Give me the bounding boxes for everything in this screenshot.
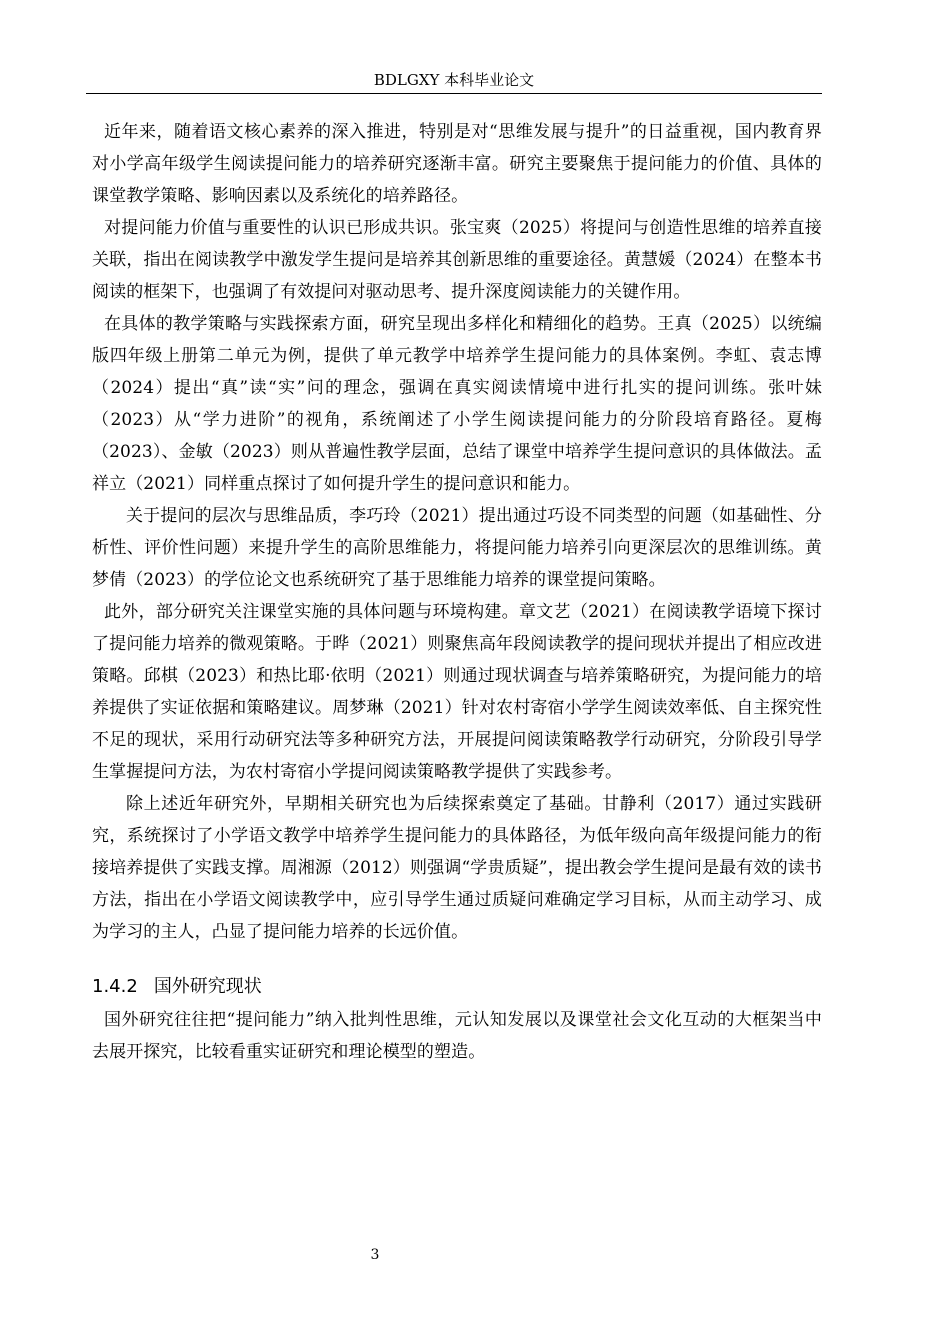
paragraph-early-research: 除上述近年研究外，早期相关研究也为后续探索奠定了基础。甘静利（2017）通过实践研究，系统探讨了小学语文教学中培养学生提问能力的具体路径，为低年级向高年级提问能力的衔接培养提供了实践支撑。周湘源（2012）则强调“学贵质疑”，提出教会学生提问是最有效的读书方法，指出在小学语文阅读教学中，应引导学生通过质疑问难确定学习目标，从而主动学习、成为学习的主人，凸显了提问能力培养的长远价值。 bbox=[92, 794, 822, 942]
paragraph-question-levels: 关于提问的层次与思维品质，李巧玲（2021）提出通过巧设不同类型的问题（如基础性、分析性、评价性问题）来提升学生的高阶思维能力，将提问能力培养引向更深层次的思维训练。黄梦倩（2023）的学位论文也系统研究了基于思维能力培养的课堂提问策略。 bbox=[92, 506, 822, 590]
paragraph-foreign-research: 国外研究往往把“提问能力”纳入批判性思维，元认知发展以及课堂社会文化互动的大框架当中去展开探究，比较看重实证研究和理论模型的塑造。 bbox=[92, 1010, 822, 1062]
paragraph-value-consensus: 对提问能力价值与重要性的认识已形成共识。张宝爽（2025）将提问与创造性思维的培养直接关联，指出在阅读教学中激发学生提问是培养其创新思维的重要途径。黄慧媛（2024）在整本书阅读的框架下，也强调了有效提问对驱动思考、提升深度阅读能力的关键作用。 bbox=[92, 218, 822, 302]
section-number: 1.4.2 bbox=[92, 976, 138, 997]
running-header: BDLGXY 本科毕业论文 bbox=[373, 71, 535, 89]
paragraph-teaching-strategies: 在具体的教学策略与实践探索方面，研究呈现出多样化和精细化的趋势。王真（2025）以统编版四年级上册第二单元为例，提供了单元教学中培养学生提问能力的具体案例。李虹、袁志博（2024）提出“真”读“实”问的理念，强调在真实阅读情境中进行扎实的提问训练。张叶妹（2023）从“学力进阶”的视角，系统阐述了小学生阅读提问能力的分阶段培育路径。夏梅（2023）、金敏（2023）则从普遍性教学层面，总结了课堂中培养学生提问意识的具体做法。孟祥立（2021）同样重点探讨了如何提升学生的提问意识和能力。 bbox=[92, 314, 822, 494]
header-divider bbox=[86, 93, 822, 94]
paragraph-classroom-implementation: 此外，部分研究关注课堂实施的具体问题与环境构建。章文艺（2021）在阅读教学语境下探讨了提问能力培养的微观策略。于晔（2021）则聚焦高年段阅读教学的提问现状并提出了相应改进策略。邱棋（2023）和热比耶·依明（2021）则通过现状调查与培养策略研究，为提问能力的培养提供了实证依据和策略建议。周梦琳（2021）针对农村寄宿小学学生阅读效率低、自主探究性不足的现状，采用行动研究法等多种研究方法，开展提问阅读策略教学行动研究，分阶段引导学生掌握提问方法，为农村寄宿小学提问阅读策略教学提供了实践参考。 bbox=[92, 602, 822, 782]
page-number: 3 bbox=[370, 1247, 380, 1263]
paragraph-overview: 近年来，随着语文核心素养的深入推进，特别是对“思维发展与提升”的日益重视，国内教育界对小学高年级学生阅读提问能力的培养研究逐渐丰富。研究主要聚焦于提问能力的价值、具体的课堂教学策略、影响因素以及系统化的培养路径。 bbox=[92, 122, 822, 206]
section-heading bbox=[92, 970, 822, 1004]
section-title: 国外研究现状 bbox=[153, 976, 262, 997]
page-body bbox=[92, 116, 822, 1068]
